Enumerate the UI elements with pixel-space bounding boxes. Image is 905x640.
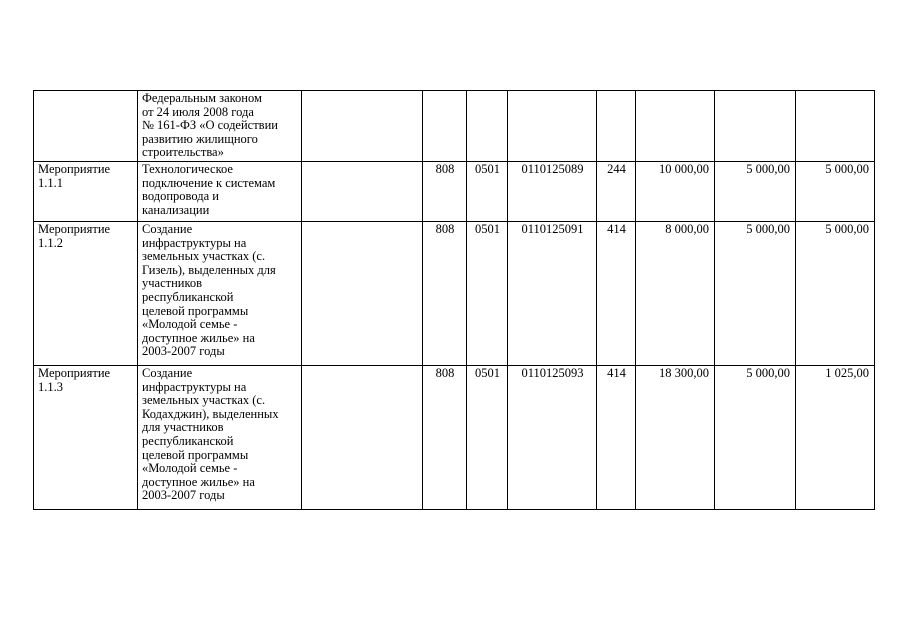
- csr-code: 0110125093: [521, 366, 584, 380]
- value-1-cell: [636, 91, 715, 162]
- grbs-code: 808: [435, 162, 455, 176]
- measure-description: Создание инфраструктуры на земельных участках (с. Кодахджин), выделенных для участников республиканской целевой программы «Молодой семье - доступное жилье» на 2003-2007 годы: [142, 366, 279, 503]
- vr-cell: [597, 222, 636, 366]
- table-row: [34, 366, 875, 510]
- rzpr-code: 0501: [475, 366, 500, 380]
- grbs-cell: [423, 91, 467, 162]
- value-1: 8 000,00: [665, 222, 709, 236]
- executor-cell: [302, 222, 423, 366]
- table-row: [34, 91, 875, 162]
- value-1-cell: [636, 222, 715, 366]
- measure-description: Федеральным законом от 24 июля 2008 года № 161-ФЗ «О содействии развитию жилищного строительства»: [142, 91, 278, 160]
- csr-code: 0110125089: [521, 162, 584, 176]
- rzpr-cell: [467, 162, 508, 222]
- csr-cell: [508, 222, 597, 366]
- measure-name: Мероприятие 1.1.2: [38, 222, 111, 250]
- table-row: [34, 222, 875, 366]
- value-2: 5 000,00: [746, 222, 790, 236]
- value-3-cell: [796, 366, 875, 510]
- value-1-cell: [636, 366, 715, 510]
- value-3-cell: [796, 162, 875, 222]
- measure-name-cell: [34, 366, 138, 510]
- measure-name: Мероприятие 1.1.3: [38, 366, 111, 394]
- value-2: 5 000,00: [746, 162, 790, 176]
- rzpr-cell: [467, 91, 508, 162]
- program-measures-table: [33, 90, 875, 510]
- executor-cell: [302, 366, 423, 510]
- measure-description-cell: [138, 366, 302, 510]
- grbs-code: 808: [435, 222, 455, 236]
- measure-name-cell: [34, 91, 138, 162]
- vr-code: 414: [607, 222, 626, 236]
- grbs-cell: [423, 162, 467, 222]
- csr-cell: [508, 91, 597, 162]
- grbs-code: 808: [435, 366, 455, 380]
- rzpr-code: 0501: [475, 222, 500, 236]
- executor-cell: [302, 162, 423, 222]
- value-2-cell: [715, 222, 796, 366]
- value-2-cell: [715, 91, 796, 162]
- measure-description-cell: [138, 222, 302, 366]
- value-2-cell: [715, 162, 796, 222]
- vr-code: 244: [607, 162, 626, 176]
- vr-cell: [597, 162, 636, 222]
- measure-description-cell: [138, 162, 302, 222]
- value-2: 5 000,00: [746, 366, 790, 380]
- csr-cell: [508, 162, 597, 222]
- value-2-cell: [715, 366, 796, 510]
- csr-cell: [508, 366, 597, 510]
- grbs-cell: [423, 222, 467, 366]
- measure-name-cell: [34, 222, 138, 366]
- grbs-cell: [423, 366, 467, 510]
- value-3: 5 000,00: [825, 222, 869, 236]
- value-3-cell: [796, 222, 875, 366]
- table-row: [34, 162, 875, 222]
- measure-name-cell: [34, 162, 138, 222]
- vr-cell: [597, 91, 636, 162]
- vr-cell: [597, 366, 636, 510]
- value-3: 1 025,00: [825, 366, 869, 380]
- csr-code: 0110125091: [521, 222, 584, 236]
- rzpr-code: 0501: [475, 162, 500, 176]
- value-3: 5 000,00: [825, 162, 869, 176]
- value-1: 10 000,00: [659, 162, 709, 176]
- value-1: 18 300,00: [659, 366, 709, 380]
- value-3-cell: [796, 91, 875, 162]
- rzpr-cell: [467, 222, 508, 366]
- measure-description-cell: [138, 91, 302, 162]
- measure-description: Технологическое подключение к системам водопровода и канализации: [142, 162, 276, 217]
- measure-description: Создание инфраструктуры на земельных участках (с. Гизель), выделенных для участников республиканской целевой программы «Молодой семье - доступное жилье» на 2003-2007 годы: [142, 222, 276, 359]
- executor-cell: [302, 91, 423, 162]
- measure-name: Мероприятие 1.1.1: [38, 162, 111, 190]
- rzpr-cell: [467, 366, 508, 510]
- vr-code: 414: [607, 366, 626, 380]
- value-1-cell: [636, 162, 715, 222]
